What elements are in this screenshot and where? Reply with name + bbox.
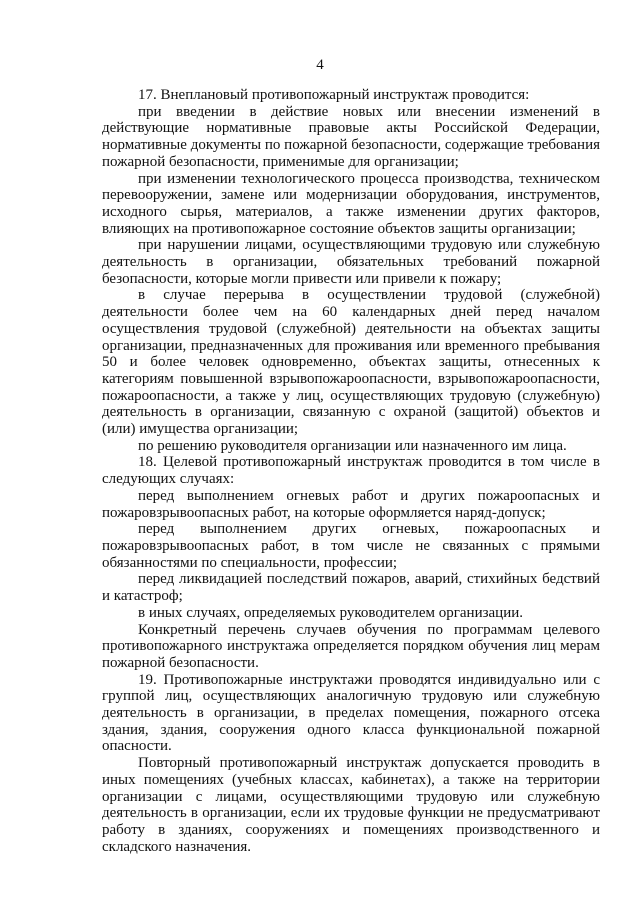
paragraph: при изменении технологического процесса производства, техническом перевооружении, замене или модернизации оборудования, инструментов, исходного сырья, материалов, а также изменении других факторов, влияющих на противопожарное состояние объектов защиты организации; <box>102 170 600 237</box>
paragraph: перед выполнением огневых работ и других пожароопасных и пожаровзрывоопасных работ, на которые оформляется наряд-допуск; <box>102 487 600 521</box>
paragraph: при введении в действие новых или внесении изменений в действующие нормативные правовые акты Российской Федерации, нормативные документы по пожарной безопасности, содержащие требования пожарной безопасности, применимые для организации; <box>102 103 600 170</box>
paragraph: в иных случаях, определяемых руководителем организации. <box>138 604 524 621</box>
paragraph-18-heading: 18. Целевой противопожарный инструктаж проводится в том числе в следующих случаях: <box>102 454 600 488</box>
paragraph: перед выполнением других огневых, пожароопасных и пожаровзрывоопасных работ, в том числе не связанных с прямыми обязанностями по специальности, профессии; <box>102 521 600 571</box>
paragraph: Повторный противопожарный инструктаж допускается проводить в иных помещениях (учебных классах, кабинетах), а также на территории организации с лицами, осуществляющими трудовую или служебную деятельность в организации, если их трудовые функции не предусматривают работу в зданиях, сооружениях и помещениях производственного и складского назначения. <box>102 755 600 855</box>
paragraph: Конкретный перечень случаев обучения по программам целевого противопожарного инструктажа определяется порядком обучения лиц мерам пожарной безопасности. <box>102 621 600 671</box>
paragraph-19-heading: 19. Противопожарные инструктажи проводятся индивидуально или с группой лиц, осуществляющих аналогичную трудовую или служебную деятельность в организации, в пределах помещения, пожарного отсека здания, здания, сооружения одного класса функциональной пожарной опасности. <box>102 671 600 755</box>
paragraph: по решению руководителя организации или назначенного им лица. <box>138 437 567 454</box>
paragraph: перед ликвидацией последствий пожаров, аварий, стихийных бедствий и катастроф; <box>102 571 600 605</box>
paragraph-17-heading: 17. Внеплановый противопожарный инструктаж проводится: <box>138 87 530 103</box>
paragraph: в случае перерыва в осуществлении трудовой (служебной) деятельности более чем на 60 календарных дней перед началом осуществления трудовой (служебной) деятельности на объектах защиты организации, предназначенных для проживания или временного пребывания 50 и более человек одновременно, объектах защиты, отнесенных к категориям повышенной взрывопожароопасности, взрывопожароопасности, пожароопасности, а также у лиц, осуществляющих трудовую (служебную) деятельность в организации, связанную с охраной (защитой) объектов и (или) имущества организации; <box>102 287 600 438</box>
paragraph: при нарушении лицами, осуществляющими трудовую или служебную деятельность в организации, обязательных требований пожарной безопасности, которые могли привести или привели к пожару; <box>102 237 600 287</box>
document-body <box>102 87 600 855</box>
page-number: 4 <box>316 57 324 73</box>
